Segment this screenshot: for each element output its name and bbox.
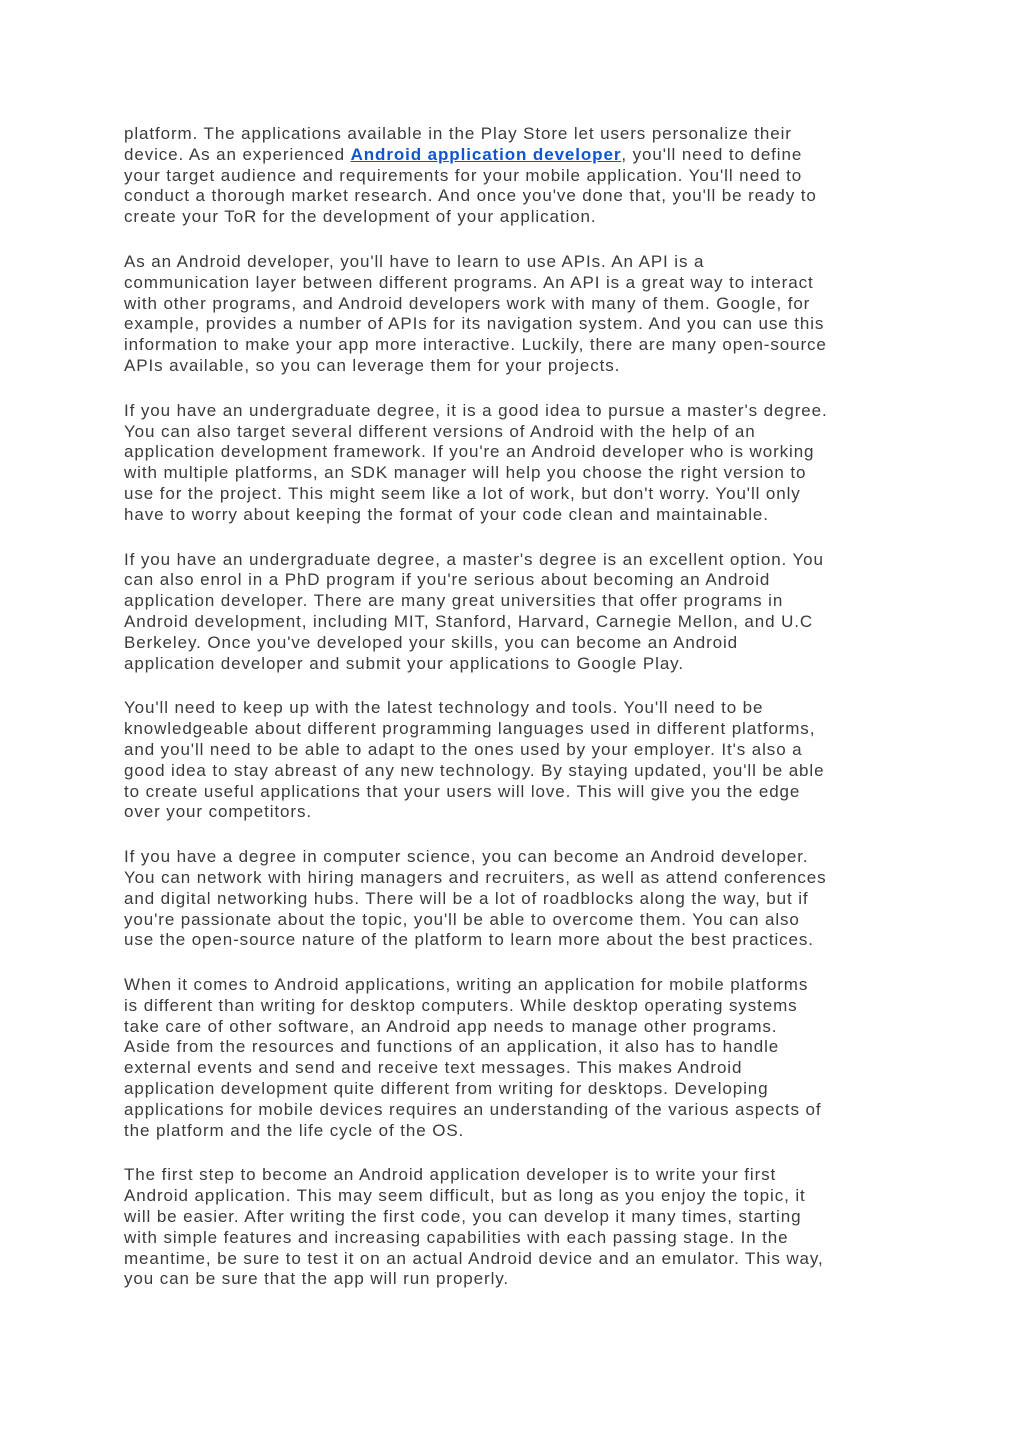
paragraph-masters-degree: If you have an undergraduate degree, it is a good idea to pursue a master's degree. You can also target several different versions of Android with the help of an application development framework. If you're an Android developer who is working with multiple platforms, an SDK manager will help you choose the right version to use for the project. This might seem like a lot of work, but don't worry. You'll only have to worry about keeping the format of your code clean and maintainable. xyxy=(124,400,828,524)
document-body xyxy=(124,124,914,1314)
paragraph-latest-technology: You'll need to keep up with the latest technology and tools. You'll need to be knowledgeable about different programming languages used in different platforms, and you'll need to be able to adapt to the ones used by your employer. It's also a good idea to stay abreast of any new technology. By staying updated, you'll be able to create useful applications that your users will love. This will give you the edge over your competitors. xyxy=(124,698,825,822)
android-developer-link[interactable]: Android application developer xyxy=(350,144,622,164)
paragraph-intro-text-before: platform. The applications available in the Play Store let users personalize their device. As an experienced xyxy=(124,124,792,164)
paragraph-phd-program: If you have an undergraduate degree, a master's degree is an excellent option. You can also enrol in a PhD program if you're serious about becoming an Android application developer. There are many great universities that offer programs in Android development, including MIT, Stanford, Harvard, Carnegie Mellon, and U.C Berkeley. Once you've developed your skills, you can become an Android application developer and submit your applications to Google Play. xyxy=(124,549,824,673)
paragraph-apis: As an Android developer, you'll have to learn to use APIs. An API is a communication layer between different programs. An API is a great way to interact with other programs, and Android developers work with many of them. Google, for example, provides a number of APIs for its navigation system. And you can use this information to make your app more interactive. Luckily, there are many open-source APIs available, so you can leverage them for your projects. xyxy=(124,251,827,375)
paragraph-first-step: The first step to become an Android application developer is to write your first Android application. This may seem difficult, but as long as you enjoy the topic, it will be easier. After writing the first code, you can develop it many times, starting with simple features and increasing capabilities with each passing stage. In the meantime, be sure to test it on an actual Android device and an emulator. This way, you can be sure that the app will run properly. xyxy=(124,1165,824,1289)
paragraph-mobile-vs-desktop: When it comes to Android applications, writing an application for mobile platforms is different than writing for desktop computers. While desktop operating systems take care of other software, an Android app needs to manage other programs. Aside from the resources and functions of an application, it also has to handle external events and send and receive text messages. This makes Android application development quite different from writing for desktops. Developing applications for mobile devices requires an understanding of the various aspects of the platform and the life cycle of the OS. xyxy=(124,975,822,1140)
paragraph-computer-science: If you have a degree in computer science, you can become an Android developer. You can network with hiring managers and recruiters, as well as attend conferences and digital networking hubs. There will be a lot of roadblocks along the way, but if you're passionate about the topic, you'll be able to overcome them. You can also use the open-source nature of the platform to learn more about the best practices. xyxy=(124,847,827,950)
paragraph-intro xyxy=(124,124,914,228)
paragraph-intro-text-after: , you'll need to define your target audience and requirements for your mobile application. You'll need to conduct a thorough market research. And once you've done that, you'll be ready to create your ToR for the development of your application. xyxy=(124,144,817,227)
